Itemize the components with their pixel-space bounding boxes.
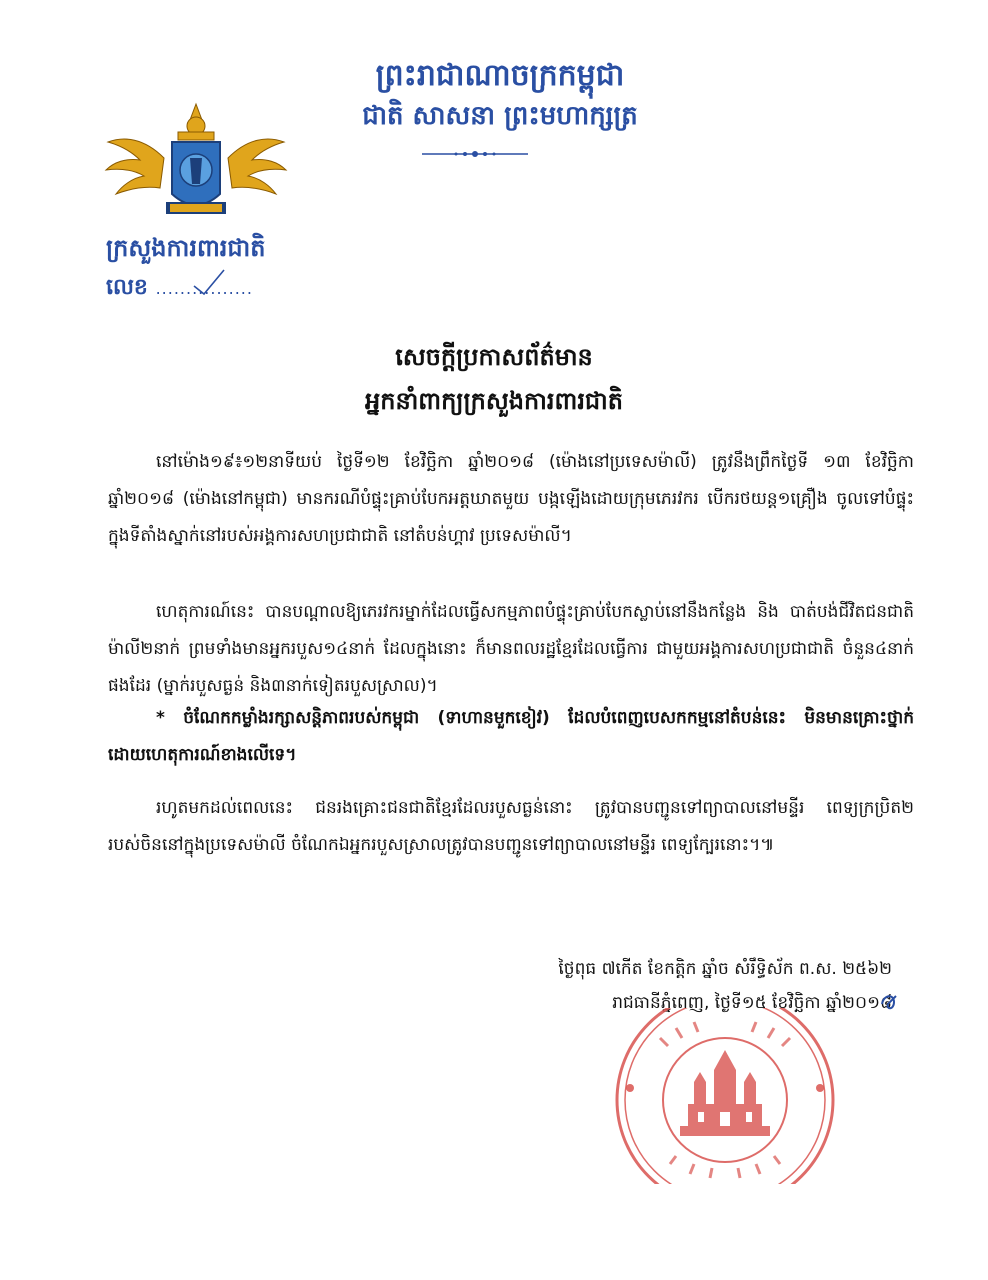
paragraph-1: នៅម៉ោង១៩៖១២នាទីយប់ ថ្ងៃទី១២ ខែវិច្ឆិកា ឆ្នាំ២០១៨ (ម៉ោងនៅប្រទេសម៉ាលី) ត្រូវនឹងព្រឹកថ្ងៃទី ១៣ ខែវិច្ឆិកា ឆ្នាំ២០១៨ (ម៉ោងនៅកម្ពុជា) មានករណីបំផ្ទុះគ្រាប់បែកអត្តឃាតមួយ បង្កឡើងដោយក្រុមភេរវករ បើករថយន្ត១គ្រឿង ចូលទៅបំផ្ទុះក្នុងទីតាំងស្នាក់នៅរបស់អង្គការសហប្រជាជាតិ នៅតំបន់ហ្គាវ ប្រទេសម៉ាលី។ [108,452,914,546]
handwritten-tick-icon [192,268,226,296]
reference-label: លេខ [106,275,148,300]
paragraph-3: * ចំណែកកម្លាំងរក្សាសន្តិភាពរបស់កម្ពុជា (ទាហានមួកខៀវ) ដែលបំពេញបេសកកម្មនៅតំបន់នេះ មិនមានគ្រោះថ្នាក់ដោយហេតុការណ៍ខាងលើទេ។ [108,708,914,765]
ministry-name: ក្រសួងការពារជាតិ [106,234,266,262]
ministry-emblem-icon [104,98,288,228]
document-subtitle: អ្នកនាំពាក្យក្រសួងការពារជាតិ [364,387,624,415]
official-seal-stamp-icon [610,1008,840,1184]
handwritten-digit-icon [878,990,900,1014]
paragraph-4: រហូតមកដល់ពេលនេះ ជនរងគ្រោះជនជាតិខ្មែរដែលរបួសធ្ងន់នោះ ត្រូវបានបញ្ជូនទៅព្យាបាលនៅមន្ទីរ ពេទ្យក្របិ្រត២ របស់ចិននៅក្នុងប្រទេសម៉ាលី ចំណែកឯអ្នករបួសស្រាលត្រូវបានបញ្ជូនទៅព្យាបាលនៅមន្ទីរ ពេទ្យក្បែរនោះ។៕ [108,798,914,855]
header-ornament-icon [420,147,530,161]
document-title: សេចក្តីប្រកាសព័ត៌មាន [395,343,593,371]
paragraph-2: ហេតុការណ៍នេះ បានបណ្តាលឱ្យភេរវករម្នាក់ដែលធ្វើសកម្មភាពបំផ្ទុះគ្រាប់បែកស្លាប់នៅនឹងកន្លែង និង បាត់បង់ជីវិតជនជាតិម៉ាលី២នាក់ ព្រមទាំងមានអ្នករបួស១៤នាក់ ដែលក្នុងនោះ ក៏មានពលរដ្ឋខ្មែរដែលធ្វើការ ជាមួយអង្គការសហប្រជាជាតិ ចំនួន៤នាក់ផងដែរ (ម្នាក់របួសធ្ងន់ និង៣នាក់ទៀតរបួសស្រាល)។ [108,602,914,696]
solar-date: រាជធានីភ្នំពេញ, ថ្ងៃទី១៥ ខែវិច្ឆិកា ឆ្នាំ២០១៨ [612,993,892,1013]
motto-line: ជាតិ សាសនា ព្រះមហាក្សត្រ [362,101,638,131]
reference-dots: ................ [155,279,253,298]
lunar-date: ថ្ងៃពុធ ៧កើត ខែកត្តិក ឆ្នាំច សំរឹទ្ធិស័ក ព.ស. ២៥៦២ [558,959,892,979]
kingdom-line: ព្រះរាជាណាចក្រកម្ពុជា [375,58,625,93]
kingdom-header [330,56,670,136]
